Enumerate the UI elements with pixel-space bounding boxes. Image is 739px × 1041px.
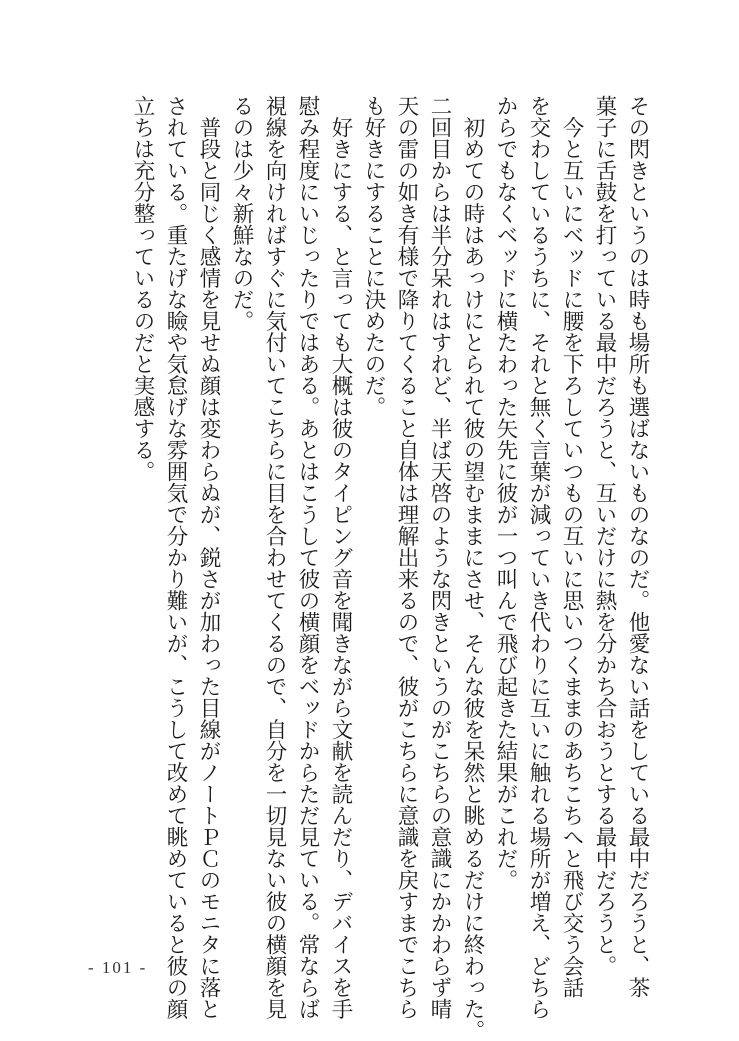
text-line: 初めての時はあっけにとられて彼の望むままにさせ、そんな彼を呆然と眺めるだけに終わった。 [460,95,485,1041]
text-line: 立ちは充分整っているのだと実感する。 [130,95,155,482]
text-line: 普段と同じく感情を見せぬ顔は変わらぬが、鋭さが加わった目線がノートＰＣのモニタに落と [196,95,221,1020]
text-line: からでもなくベッドに横たわった矢先に彼が一つ叫んで飛び起きた結果がこれだ。 [493,95,518,891]
text-line: も好きにすることに決めたのだ。 [361,95,386,418]
text-line: 天の雷の如き有様で降りてくること自体は理解出来るので、彼がこちらに意識を戻すまでこちら [394,95,419,1020]
text-line: されている。重たげな瞼や気怠げな雰囲気で分かり難いが、こうして改めて眺めていると彼の顔 [163,95,188,1020]
text-line: 視線を向ければすぐに気付いてこちらに目を合わせてくるので、自分を一切見ない彼の横顔を見 [262,95,287,1020]
text-line: るのは少々新鮮なのだ。 [229,95,254,332]
text-line: 今と互いにベッドに腰を下ろしていつもの互いに思いつくままのあちこちへと飛び交う会話 [559,95,584,998]
body-text [126,95,654,1041]
text-line: その閃きというのは時も場所も選ばないものなのだ。他愛ない話をしている最中だろうと、茶 [625,95,650,998]
text-line: 菓子に舌鼓を打っている最中だろうと、互いだけに熱を分かち合おうとする最中だろうと。 [592,95,617,977]
text-line: 好きにする、と言っても大概は彼のタイピング音を聞きながら文献を読んだり、デバイスを手 [328,95,353,1020]
text-line: 二回目からは半分呆れはすれど、半ば天啓のような閃きというのがこちらの意識にかかわらず晴 [427,95,452,1020]
text-line: を交わしているうちに、それと無く言葉が減っていき代わりに互いに触れる場所が増え、どちら [526,95,551,1020]
text-line: 慰み程度にいじったりではある。あとはこうして彼の横顔をベッドからただ見ている。常ならば [295,95,320,1020]
page-number: - 101 - [88,958,148,977]
